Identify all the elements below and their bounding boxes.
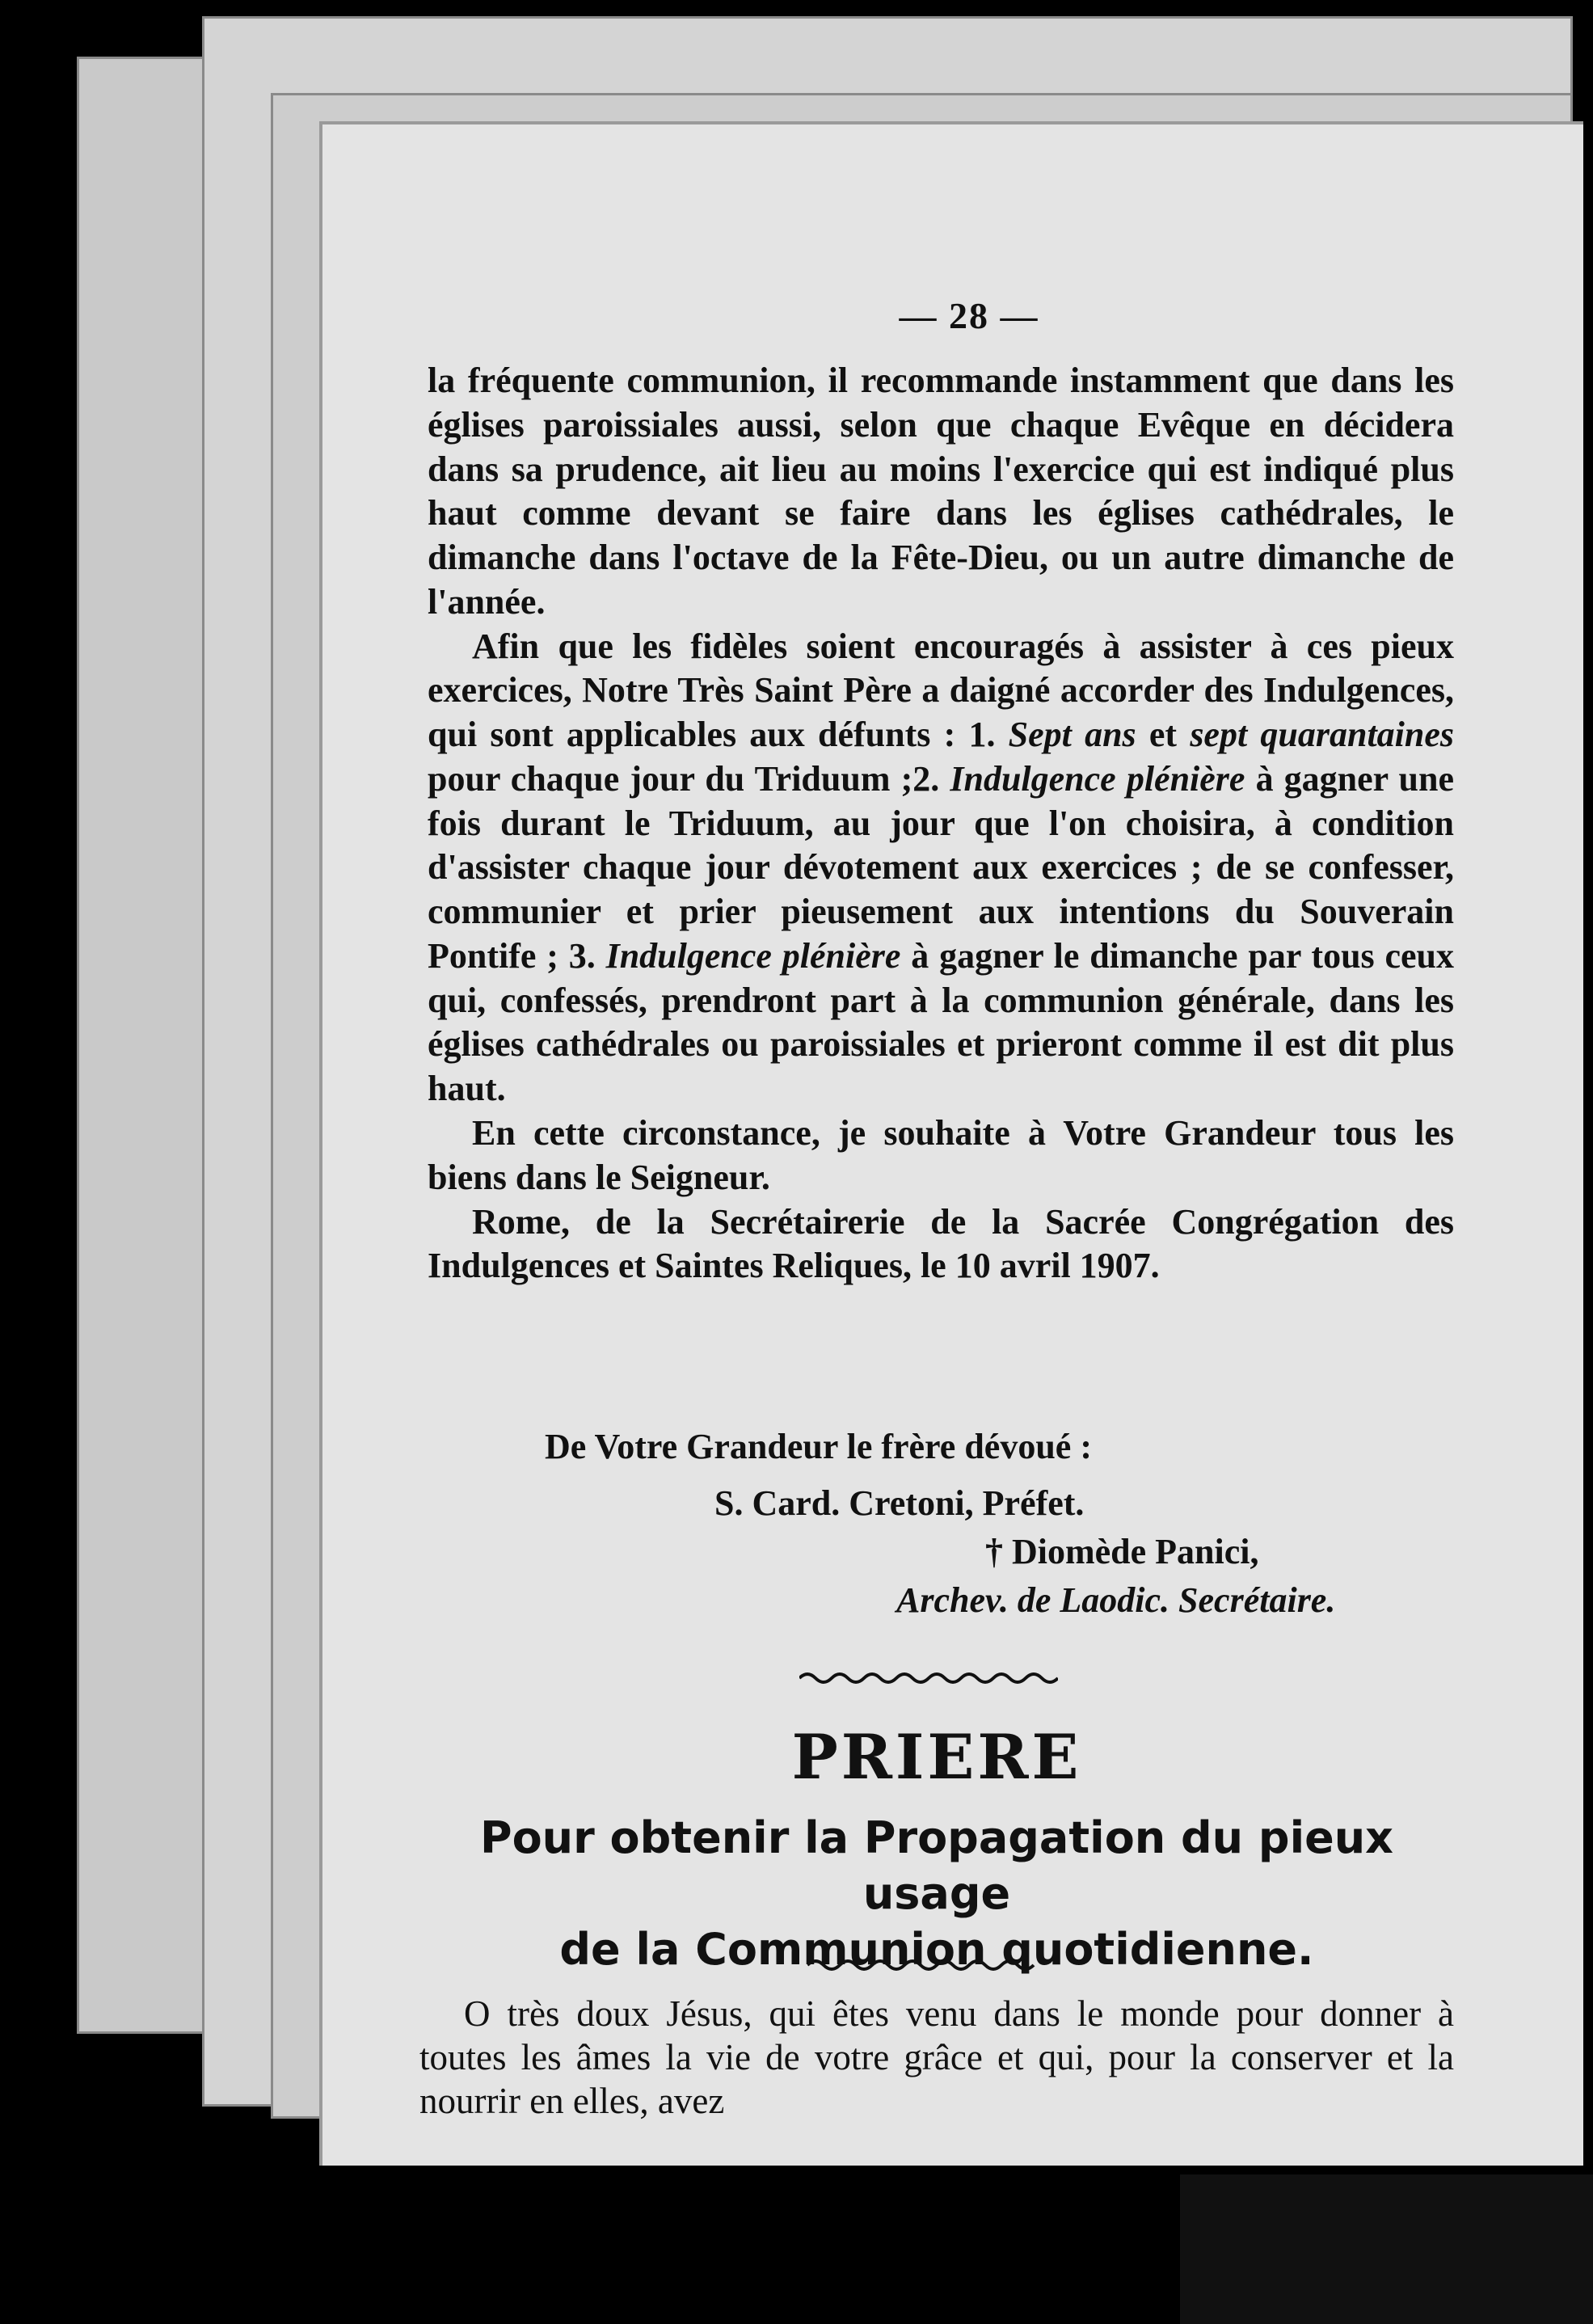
prayer-subtitle bbox=[403, 1810, 1470, 1977]
signature-title: Archev. de Laodic. Secrétaire. bbox=[896, 1580, 1336, 1620]
salutation: De Votre Grandeur le frère dévoué : bbox=[545, 1427, 1092, 1466]
paragraph: En cette circonstance, je souhaite à Votre Grandeur tous les biens dans le Seigneur. bbox=[428, 1113, 1454, 1197]
document-page bbox=[319, 121, 1583, 2166]
prayer-subtitle-line: Pour obtenir la Propagation du pieux usage bbox=[480, 1812, 1393, 1920]
paragraph: O très doux Jésus, qui êtes venu dans le monde pour donner à toutes les âmes la vie de votre grâce et qui, pour la conserver et la nourrir en elles, avez bbox=[419, 1993, 1454, 2121]
emphasis: Indulgence plénière bbox=[950, 758, 1245, 799]
signature-archbishop: † Diomède Panici, bbox=[985, 1532, 1259, 1571]
body-text bbox=[428, 359, 1454, 1289]
emphasis: Indulgence plénière bbox=[605, 935, 901, 976]
conjunction: et bbox=[1148, 715, 1178, 755]
list-text: à gagner une fois durant le Triduum, au jour que l'on choisira, à condition d'assister chaque jour dévotement aux exercices ; de se confesser, communier et prier pieusement aux intentions du Souverain Pontife ; bbox=[428, 758, 1454, 976]
scan-shadow bbox=[1180, 2174, 1593, 2324]
emphasis: Sept ans bbox=[1008, 715, 1136, 755]
list-text: pour chaque jour du Triduum ; bbox=[428, 758, 913, 799]
list-text: à gagner le dimanche par tous ceux qui, confessés, prendront part à la communion générale, dans les églises cathédrales ou paroissiales et prieront comme il est dit plus haut. bbox=[428, 935, 1455, 1109]
ornament-divider bbox=[799, 1668, 1058, 1688]
list-number: 3. bbox=[568, 935, 596, 976]
paragraph bbox=[428, 625, 1454, 1111]
list-number: 1. bbox=[968, 715, 996, 755]
prayer-subtitle-line: de la Communion quotidienne. bbox=[559, 1924, 1314, 1976]
paragraph: la fréquente communion, il recommande instamment que dans les églises paroissiales aussi, selon que chaque Evêque en décidera dans sa prudence, ait lieu au moins l'exercice qui est indiqué plus haut comme devant se faire dans les églises cathédrales, le dimanche dans l'octave de la Fête-Dieu, ou un autre dimanche de l'année. bbox=[428, 361, 1454, 622]
prayer-text bbox=[419, 1992, 1454, 2123]
paragraph: Rome, de la Secrétairerie de la Sacrée Congrégation des Indulgences et Saintes Reliques, le 10 avril 1907. bbox=[428, 1201, 1454, 1286]
page-number: — 28 — bbox=[899, 295, 1039, 336]
emphasis: sept quarantaines bbox=[1190, 715, 1455, 755]
signature-prefect: S. Card. Cretoni, Préfet. bbox=[714, 1483, 1085, 1523]
paragraph-text: Afin que les fidèles soient encouragés à assister à ces pieux exercices, Notre Très Saint Père a daigné accorder des Indulgences, qui sont applicables aux défunts : bbox=[428, 626, 1454, 755]
ornament-divider bbox=[807, 1955, 1042, 1975]
list-number: 2. bbox=[912, 758, 940, 799]
prayer-title: PRIERE bbox=[791, 1721, 1082, 1793]
